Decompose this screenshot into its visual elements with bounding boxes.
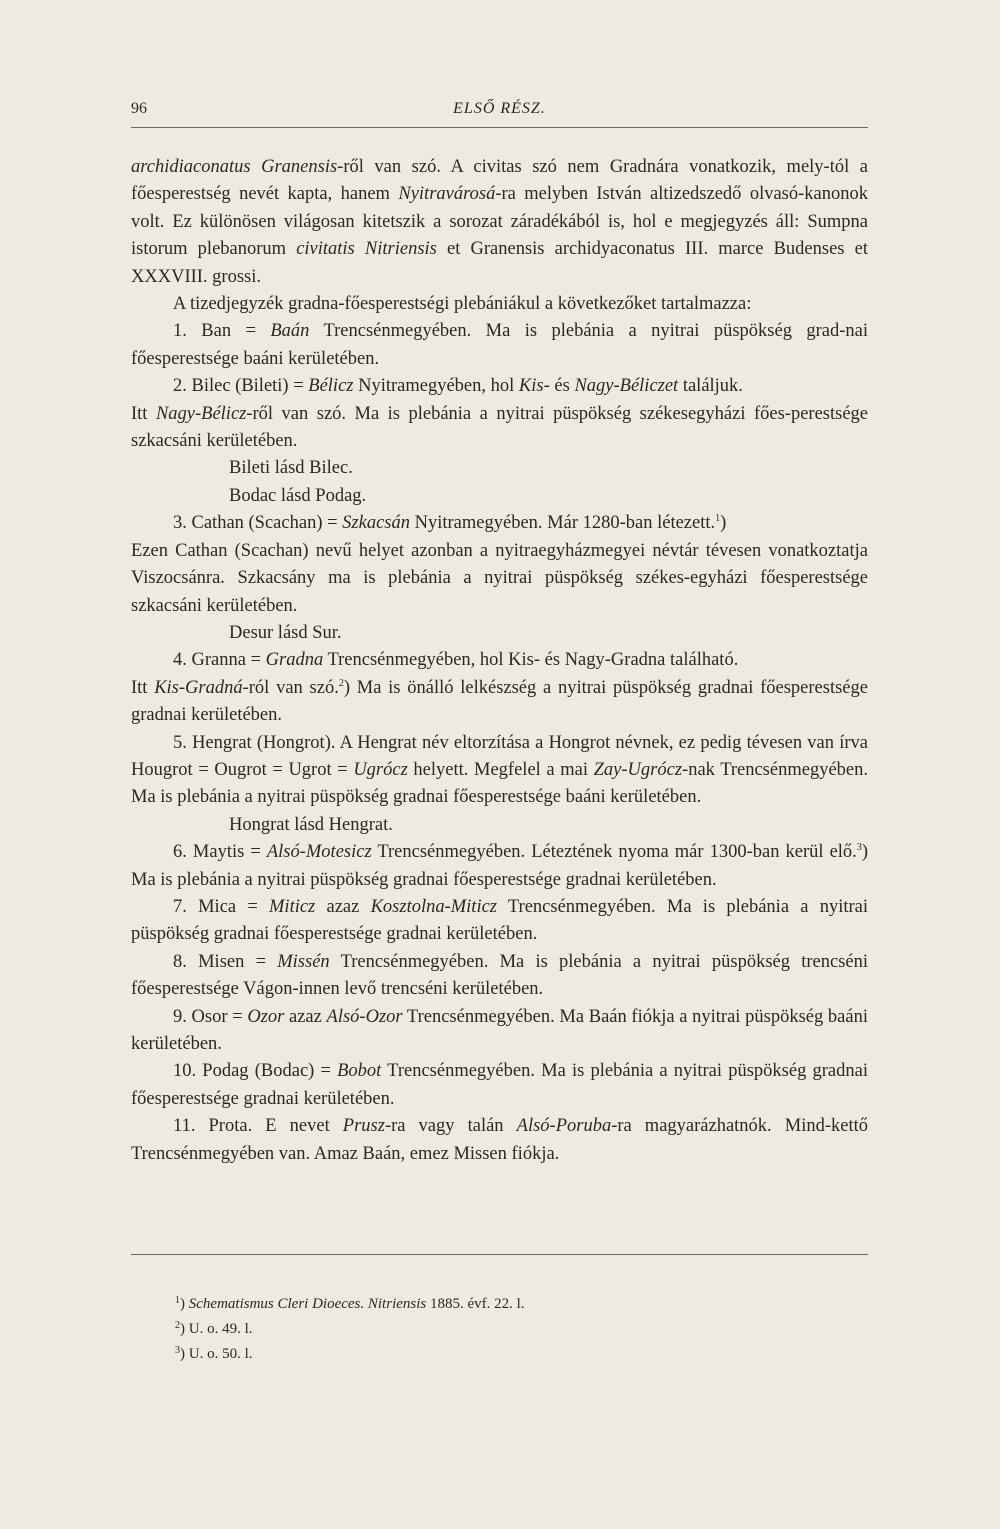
footnotes [175,1290,775,1365]
cross-reference-bileti: Bileti lásd Bilec. [229,458,353,479]
text-italic: Schematismus Cleri Dioeces. Nitriensis [188,1296,427,1312]
text: ) [720,513,727,534]
text: -ra melyben István altizedszedő olvasó-kanonok volt. Ez különösen világosan kitetszik a sorozat záradékából is, hol e megjegyzés áll: Sumpna istorum plebanorum [131,184,869,260]
text-italic: Ozor [247,1006,285,1027]
text: Trencsénmegyében. Ma is plebánia a nyitrai püspökség trencséni főesperestsége Vágon-innen levő trencséni kerületében. [131,951,868,1000]
text: et Granensis archidyaconatus III. marce Budenses et XXXVIII. grossi. [131,239,868,287]
footnote-ref-1: 1 [715,513,721,525]
text-italic: Nagy-Bélicz [155,403,247,424]
text: 7. Mica = [173,896,270,917]
running-title: ELSŐ RÉSZ. [453,100,546,117]
page-number: 96 [131,100,147,117]
text: -ra magyarázhatnók. Mind-kettő Trencsénmegyében van. Amaz Baán, emez Missen fiókja. [131,1116,869,1164]
text-italic: Alsó-Poruba [516,1116,612,1137]
text: Itt [131,677,155,698]
text-italic: Ugrócz [353,759,408,780]
text: azaz [284,1006,327,1027]
text: 3. Cathan (Scachan) = [173,513,343,534]
entry-5 [131,730,868,812]
text-italic: Gradna [265,650,324,671]
text: Trencsénmegyében. Léteztének nyoma már 1300-ban kerül elő. [371,842,857,863]
header-rule [131,127,868,128]
text-italic: Zay-Ugrócz [593,759,683,780]
text-italic: Kis- [518,376,550,397]
text: -ről van szó. A civitas szó nem Gradnára vonatkozik, mely-tól a főesperestség nevét kapta, hanem [131,157,868,205]
running-header [131,100,868,124]
entry-2 [131,373,868,400]
text: 5. Hengrat (Hongrot). A Hengrat név eltorzítása a Hongrot névnek, ez pedig tévesen van írva Hougrot = Ougrot = Ugrot = [131,732,868,780]
text-italic: Bélicz [308,376,354,397]
text: Nyitramegyében, hol [353,376,519,397]
text: és [549,376,575,397]
text: Itt [131,403,156,424]
text-italic: Miticz [269,896,316,917]
entry-7 [131,894,868,949]
text: Trencsénmegyében. Ma is plebánia a nyitrai püspökség gradnai főesperestsége gradnai kerületében. [131,896,868,945]
text: ) [180,1296,185,1312]
text-italic: Nagy-Béliczet [574,376,679,397]
text: 1. Ban = [173,321,271,342]
paragraph-tizedjegyzek: A tizedjegyzék gradna-főesperestségi plebániákul a következőket tartalmazza: [173,294,752,315]
footnote-rule [131,1254,868,1255]
text-italic: Kosztolna-Miticz [370,896,497,917]
footnote-1 [175,1290,775,1315]
entry-4 [131,647,868,674]
text: Nyitramegyében. Már 1280-ban létezett. [410,513,716,534]
text-italic: Alsó-Motesicz [266,842,372,863]
text: 4. Granna = [173,650,266,671]
text-italic: Bobot [337,1061,382,1082]
text-italic: Szkacsán [342,513,410,534]
text: -ról van szó. [242,677,339,698]
text: 6. Maytis = [173,842,267,863]
cross-reference-bodac: Bodac lásd Podag. [229,485,367,506]
entry-6 [131,839,868,894]
entry-1 [131,318,868,373]
text-italic: civitatis Nitriensis [296,239,437,260]
text: ) [180,1321,185,1337]
text-italic: Kis-Gradná [154,677,243,698]
text: 2. Bilec (Bileti) = [173,376,309,397]
footnote-ref-3: 3 [856,842,862,854]
entry-8 [131,949,868,1004]
cross-reference-desur: Desur lásd Sur. [229,622,342,643]
entry-11 [131,1113,868,1168]
entry-2-continued [131,401,868,456]
text: találjuk. [678,376,743,397]
text: Trencsénmegyében. Ma is plebánia a nyitrai püspökség gradnai főesperestsége gradnai kerületében. [131,1061,868,1109]
body-text [131,154,868,1168]
footnote-2 [175,1315,775,1340]
entry-3-continued: Ezen Cathan (Scachan) nevű helyet azonban a nyitraegyházmegyei névtár tévesen vonatkoztatja Viszocsánra. Szkacsány ma is plebánia a nyitrai püspökség székes-egyházi főesperestsége szkacsáni kerületében. [131,540,868,616]
footnote-mark: 2 [175,1320,180,1331]
text: Trencsénmegyében. Ma is plebánia a nyitrai püspökség grad-nai főesperestsége baáni kerületében. [131,321,868,369]
text: 9. Osor = [173,1006,248,1027]
text: ) Ma is önálló lelkészség a nyitrai püspökség gradnai főesperestsége gradnai kerületében. [131,677,868,726]
text: 1885. évf. 22. l. [426,1296,525,1312]
text: -nak Trencsénmegyében. Ma is plebánia a nyitrai püspökség gradnai főesperestsége baáni kerületében. [131,759,868,808]
text: 11. Prota. E nevet [173,1116,343,1137]
text: 10. Podag (Bodac) = [173,1061,338,1082]
paragraph-intro [131,154,868,291]
text: 8. Misen = [173,951,278,972]
text: -ről van szó. Ma is plebánia a nyitrai püspökség székesegyházi főes-perestsége szkacsáni kerületében. [131,403,868,452]
text-italic: Prusz [342,1116,385,1137]
entry-10 [131,1058,868,1113]
cross-reference-hongrat: Hongrat lásd Hengrat. [229,814,393,835]
text-italic: Baán [270,321,310,342]
text: Trencsénmegyében. Ma Baán fiókja a nyitrai püspökség baáni kerületében. [131,1006,868,1054]
footnote-mark: 3 [175,1345,180,1356]
footnote-mark: 1 [175,1295,180,1306]
text: azaz [315,896,371,917]
text-italic: Alsó-Ozor [326,1006,403,1027]
text-italic: Missén [277,951,330,972]
entry-3 [131,510,868,537]
entry-4-continued [131,675,868,730]
text: Trencsénmegyében, hol Kis- és Nagy-Gradna található. [323,650,739,671]
footnote-ref-2: 2 [338,677,344,689]
text: U. o. 50. l. [185,1346,253,1362]
text: helyett. Megfelel a mai [407,759,594,780]
text-italic: archidiaconatus Granensis [131,157,338,177]
text: U. o. 49. l. [185,1321,253,1337]
footnote-3 [175,1340,775,1365]
text-italic: Nyitravárosá [398,184,496,205]
text: ) Ma is plebánia a nyitrai püspökség gradnai főesperestsége gradnai kerületében. [131,842,868,890]
entry-9 [131,1004,868,1059]
text: ) [180,1346,185,1362]
text: -ra vagy talán [384,1116,517,1137]
